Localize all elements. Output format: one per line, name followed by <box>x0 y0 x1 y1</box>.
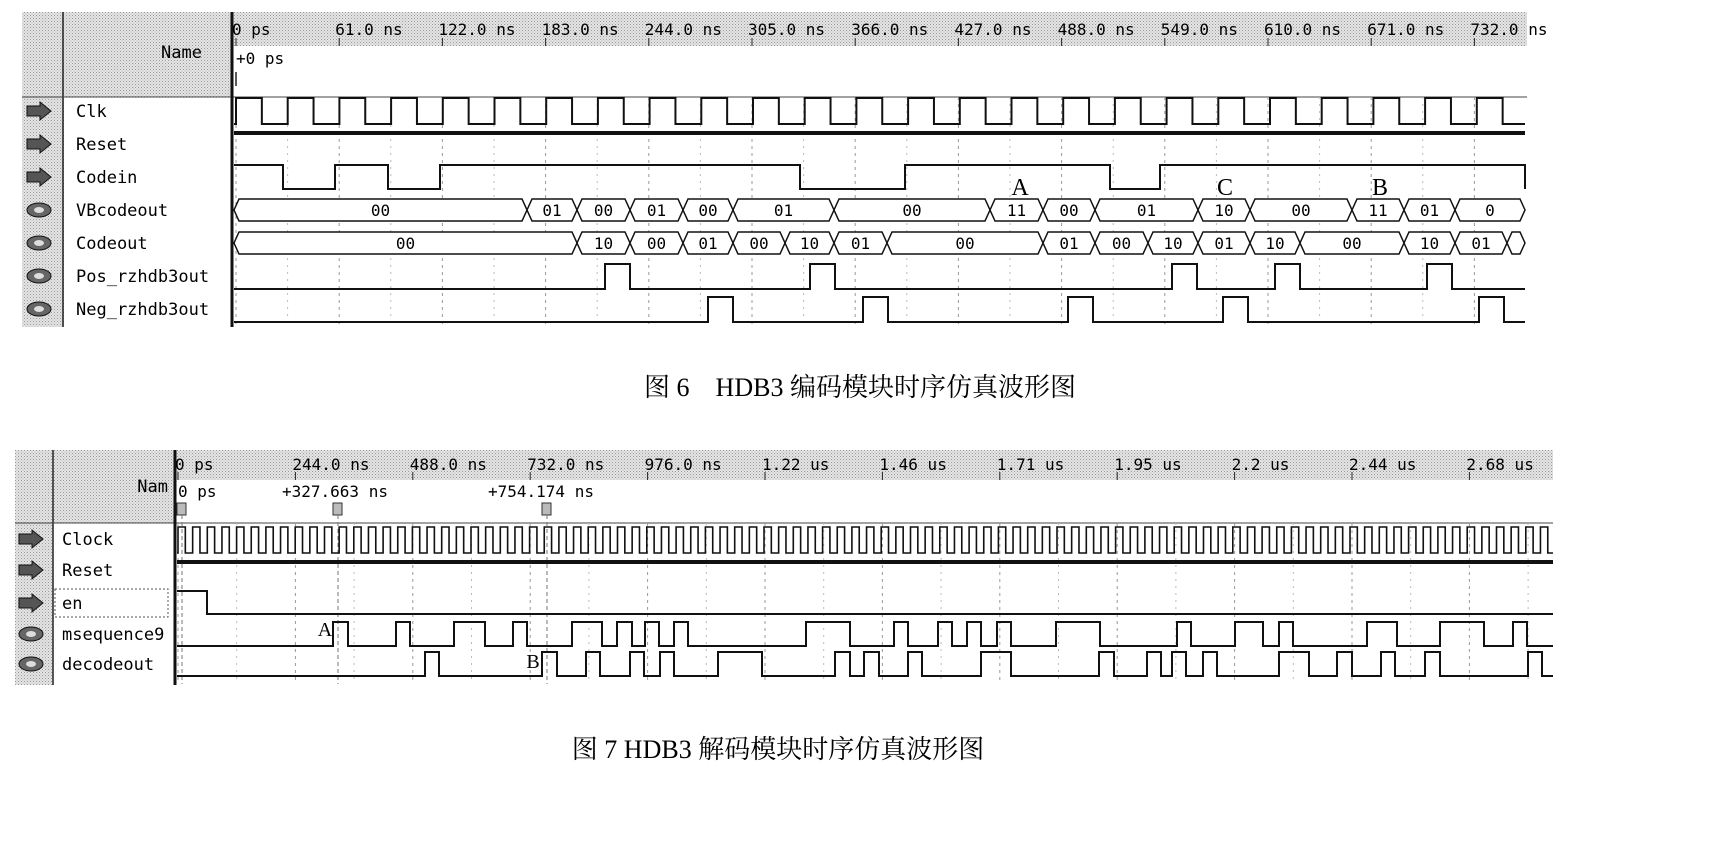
clk-waveform <box>234 98 1525 124</box>
time-tick-label-2: 488.0 ns <box>409 455 487 474</box>
signal-name-reset: Reset <box>76 135 128 155</box>
marker-c: C <box>1216 175 1234 201</box>
figure1.code_buses-segment <box>1507 232 1525 254</box>
output-pin-icon <box>27 203 51 217</box>
figure1.vb_buses-value: 00 <box>1059 201 1079 220</box>
time-tick-label-2: 976.0 ns <box>644 455 722 474</box>
vbcodeout-bus <box>234 199 1525 221</box>
figure1.code_buses-value: 10 <box>1163 234 1183 253</box>
time-tick-label-2: 244.0 ns <box>292 455 370 474</box>
signal-name-pos_rzhdb3out: Pos_rzhdb3out <box>76 267 210 287</box>
figure1.code_buses-value: 00 <box>1342 234 1362 253</box>
pos-rzhdb3out-waveform <box>234 264 1525 289</box>
time-tick-label-2: 1.22 us <box>762 455 830 474</box>
time-tick-label: 488.0 ns <box>1057 20 1135 39</box>
waveforms-2 <box>177 527 1553 676</box>
figure-7-caption: 图 7 HDB3 解码模块时序仿真波形图 <box>571 735 985 764</box>
en-waveform <box>177 591 1553 614</box>
signal-name-msequence9: msequence9 <box>62 625 165 645</box>
figure1.code_buses-value: 10 <box>593 234 614 253</box>
marker-a-2: A <box>317 619 333 641</box>
figure1.vb_buses-value: 00 <box>1291 201 1311 220</box>
marker-a: A <box>1011 175 1029 201</box>
figure1.vb_buses-value: 01 <box>1136 201 1157 220</box>
name-column-header: Name <box>161 43 202 63</box>
signal-name-clock: Clock <box>62 530 114 550</box>
time-tick-label: 671.0 ns <box>1367 20 1445 39</box>
figure1.code_buses-value: 01 <box>850 234 871 253</box>
signal-name-codeout: Codeout <box>76 234 148 254</box>
time-tick-label-2: 2.44 us <box>1349 455 1417 474</box>
figure1.code_buses-value: 10 <box>799 234 820 253</box>
figure1.vb_buses-value: 01 <box>1419 201 1440 220</box>
codein-waveform <box>234 165 1525 189</box>
time-tick-label: 244.0 ns <box>644 20 722 39</box>
output-pin-icon <box>27 236 51 250</box>
clock-waveform <box>177 527 1553 553</box>
cursor-time-label: +0 ps <box>236 49 285 68</box>
figure-7-waveform <box>15 450 1553 685</box>
marker-b: B <box>1371 175 1389 201</box>
time-tick-label-2: 0 ps <box>175 455 214 474</box>
time-tick-label-2: 1.95 us <box>1114 455 1182 474</box>
time-tick-label-2: 2.2 us <box>1231 455 1290 474</box>
output-pin-icon <box>19 627 43 641</box>
figure1.code_buses-value: 10 <box>1265 234 1285 253</box>
figure1.vb_buses-value: 10 <box>1214 201 1234 220</box>
annotation-markers <box>1011 175 1388 201</box>
figure1.code_buses-value: 00 <box>955 234 975 253</box>
signal-name-neg_rzhdb3out: Neg_rzhdb3out <box>76 300 210 320</box>
marker-b-2: B <box>526 651 540 673</box>
neg-rzhdb3out-waveform <box>234 297 1525 322</box>
figure1.vb_buses-value: 01 <box>773 201 794 220</box>
time-tick-label: 427.0 ns <box>954 20 1032 39</box>
figure-6-caption: 图 6 HDB3 编码模块时序仿真波形图 <box>644 373 1076 402</box>
output-pin-icon <box>19 657 43 671</box>
time-tick-label: 183.0 ns <box>541 20 619 39</box>
figure1.vb_buses-value: 00 <box>593 201 614 220</box>
signal-name-decodeout: decodeout <box>62 655 155 675</box>
figure1.code_buses-value: 00 <box>646 234 667 253</box>
cursor-label-start: 0 ps <box>178 482 217 501</box>
signal-name-reset: Reset <box>62 561 114 581</box>
codeout-bus <box>234 232 1525 254</box>
output-pin-icon <box>27 269 51 283</box>
output-pin-icon <box>27 302 51 316</box>
cursor-label-a: +327.663 ns <box>282 482 388 501</box>
cursor-flag-a[interactable] <box>333 503 342 515</box>
figure1.code_buses-value: 00 <box>395 234 416 253</box>
time-tick-label-2: 1.71 us <box>996 455 1065 474</box>
figure1.code_buses-value: 00 <box>749 234 769 253</box>
cursor-flag-start[interactable] <box>177 503 186 515</box>
time-tick-label-2: 2.68 us <box>1466 455 1534 474</box>
figure1.vb_buses-value: 11 <box>1368 201 1388 220</box>
grid-lines-2 <box>178 515 1528 684</box>
decodeout-waveform <box>177 652 1553 676</box>
figure1.code_buses-value: 01 <box>1214 234 1234 253</box>
time-tick-label: 305.0 ns <box>748 20 826 39</box>
figure1.code_buses-value: 00 <box>1111 234 1132 253</box>
signal-name-clk: Clk <box>76 102 107 122</box>
figure1.code_buses-value: 10 <box>1419 234 1440 253</box>
signal-name-vbcodeout: VBcodeout <box>76 201 169 221</box>
figure-6-waveform <box>22 12 1547 327</box>
signal-name-codein: Codein <box>76 168 138 188</box>
figure1.code_buses-value: 01 <box>698 234 718 253</box>
figure1.vb_buses-value: 0 <box>1485 201 1495 220</box>
figure1.code_buses-value: 01 <box>1059 234 1079 253</box>
time-tick-label: 732.0 ns <box>1470 20 1548 39</box>
time-tick-label-2: 1.46 us <box>879 455 947 474</box>
figure1.vb_buses-value: 00 <box>370 201 391 220</box>
signal-name-en: en <box>62 594 83 614</box>
figure1.vb_buses-value: 00 <box>902 201 922 220</box>
figure1.vb_buses-value: 01 <box>646 201 667 220</box>
figure1.code_buses-value: 01 <box>1471 234 1491 253</box>
waveforms <box>234 98 1525 322</box>
figure1.vb_buses-value: 11 <box>1006 201 1027 220</box>
time-tick-label: 549.0 ns <box>1160 20 1238 39</box>
figure1.vb_buses-value: 01 <box>542 201 562 220</box>
time-tick-label: 0 ps <box>232 20 271 39</box>
time-tick-label: 610.0 ns <box>1264 20 1342 39</box>
figure1.vb_buses-value: 00 <box>698 201 718 220</box>
time-tick-label: 61.0 ns <box>335 20 403 39</box>
name-column-header-2: Nam <box>137 477 168 497</box>
time-ruler-panel-2 <box>175 450 1553 480</box>
cursor-label-b: +754.174 ns <box>488 482 594 501</box>
time-tick-label-2: 732.0 ns <box>527 455 605 474</box>
time-tick-label: 366.0 ns <box>851 20 929 39</box>
cursor-flag-b[interactable] <box>542 503 551 515</box>
msequence9-waveform <box>177 622 1553 646</box>
time-tick-label: 122.0 ns <box>438 20 516 39</box>
